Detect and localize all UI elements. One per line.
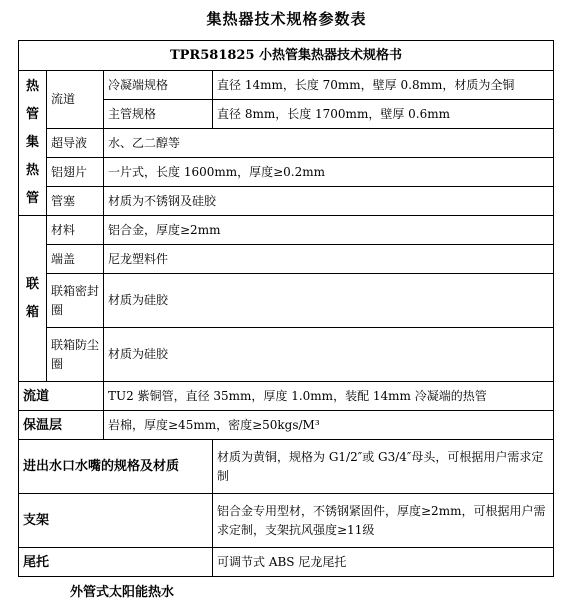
header-box-category: 联 箱 <box>19 216 47 382</box>
dust-label: 联箱防尘圈 <box>47 328 104 382</box>
spec-table <box>18 40 554 577</box>
main-pipe-label: 主管规格 <box>104 100 213 129</box>
table-title: TPR581825 小热管集热器技术规格书 <box>19 41 554 71</box>
seal-value: 材质为硅胶 <box>104 274 554 328</box>
bracket-value: 铝合金专用型材，不锈钢紧固件，厚度≥2mm，可根据用户需求定制，支架抗风强度≥11级 <box>213 494 554 548</box>
cap-label: 端盖 <box>47 245 104 274</box>
heat-pipe-category: 热 管 集 热 管 <box>19 71 47 216</box>
flow-label: 流道 <box>47 71 104 129</box>
table-row <box>19 245 554 274</box>
material-value: 铝合金，厚度≥2mm <box>104 216 554 245</box>
support-label: 尾托 <box>19 548 213 577</box>
condenser-value: 直径 14mm，长度 70mm，壁厚 0.8mm，材质为全铜 <box>213 71 554 100</box>
table-row <box>19 274 554 328</box>
page-title: 集热器技术规格参数表 <box>206 10 367 28</box>
liquid-value: 水、乙二醇等 <box>104 129 554 158</box>
dust-value: 材质为硅胶 <box>104 328 554 382</box>
main-pipe-value: 直径 8mm，长度 1700mm，壁厚 0.6mm <box>213 100 554 129</box>
plug-label: 管塞 <box>47 187 104 216</box>
fin-label: 铝翅片 <box>47 158 104 187</box>
support-value: 可调节式 ABS 尼龙尾托 <box>213 548 554 577</box>
table-row <box>19 411 554 440</box>
cap-value: 尼龙塑料件 <box>104 245 554 274</box>
table-row <box>19 216 554 245</box>
channel-label: 流道 <box>19 382 104 411</box>
table-row <box>19 158 554 187</box>
seal-label: 联箱密封圈 <box>47 274 104 328</box>
nozzle-value: 材质为黄铜，规格为 G1/2″或 G3/4″母头，可根据用户需求定制 <box>213 440 554 494</box>
table-row <box>19 129 554 158</box>
footer-text-fragment <box>70 585 210 600</box>
condenser-label: 冷凝端规格 <box>104 71 213 100</box>
table-row <box>19 187 554 216</box>
insulation-label: 保温层 <box>19 411 104 440</box>
bracket-label: 支架 <box>19 494 213 548</box>
material-label: 材料 <box>47 216 104 245</box>
table-title-row <box>19 41 554 71</box>
table-row <box>19 440 554 494</box>
channel-value: TU2 紫铜管，直径 35mm，厚度 1.0mm，装配 14mm 冷凝端的热管 <box>104 382 554 411</box>
insulation-value: 岩棉，厚度≥45mm，密度≥50kgs/M³ <box>104 411 554 440</box>
nozzle-label: 进出水口水嘴的规格及材质 <box>19 440 213 494</box>
table-row <box>19 494 554 548</box>
table-row <box>19 71 554 100</box>
liquid-label: 超导液 <box>47 129 104 158</box>
table-row <box>19 548 554 577</box>
table-row <box>19 328 554 382</box>
footer-text: 外管式太阳能热水 <box>70 585 175 600</box>
fin-value: 一片式，长度 1600mm，厚度≥0.2mm <box>104 158 554 187</box>
table-row <box>19 382 554 411</box>
plug-value: 材质为不锈钢及硅胶 <box>104 187 554 216</box>
